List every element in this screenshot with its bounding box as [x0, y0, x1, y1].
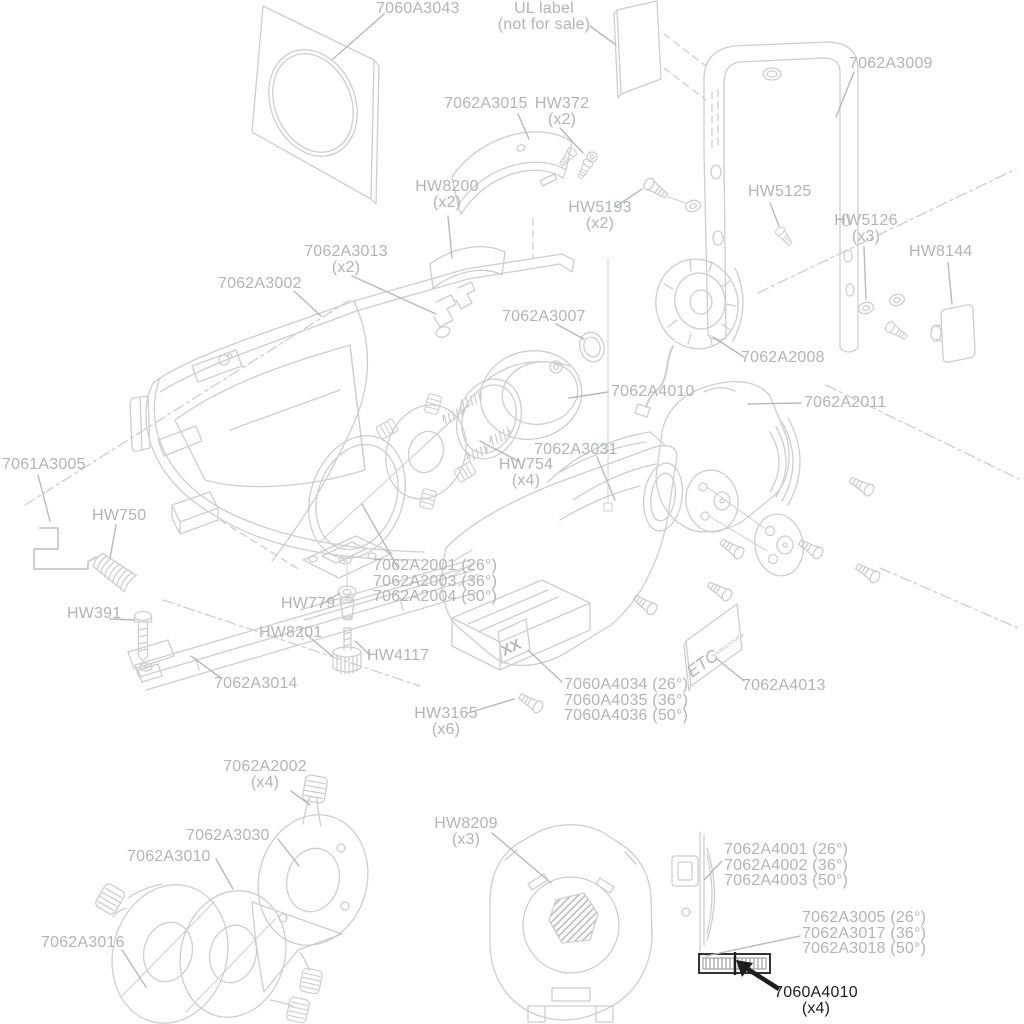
part-label-7062A3002: 7062A3002 [218, 275, 302, 292]
part-label-HW750: HW750 [92, 507, 147, 524]
part-lens-profile-drawing [672, 832, 715, 955]
part-label-lens-group: 7062A4001 (26°) 7062A4002 (36°) 7062A4003 (50°) [724, 841, 849, 889]
part-label-7062A4013: 7062A4013 [742, 677, 826, 694]
part-label-HW391: HW391 [67, 605, 122, 622]
part-baffle-strip-highlight [699, 952, 779, 989]
part-label-HW3165: HW3165 (x6) [414, 705, 478, 738]
part-label-7062A3031: 7062A3031 [534, 441, 618, 458]
part-yoke-hardware-drawing [642, 176, 909, 342]
part-lever-wire-drawing [34, 528, 152, 661]
nameplate-brand-text: ETC [683, 645, 722, 682]
part-hw8200-clamp-drawing [430, 247, 505, 288]
part-label-7062A4010: 7062A4010 [611, 383, 695, 400]
part-shutter-blades-drawing [94, 774, 382, 1024]
axis-guide-lines [25, 169, 1019, 686]
part-label-HW8209: HW8209 (x3) [434, 815, 498, 848]
part-label-HW4117: HW4117 [367, 647, 430, 664]
part-label-7062A3030: 7062A3030 [186, 827, 270, 844]
part-label-HW8200: HW8200 (x2) [415, 178, 479, 211]
part-label-7062A2008: 7062A2008 [741, 349, 825, 366]
part-hw372-screw-drawing [557, 146, 597, 180]
part-reflector-clips-drawing [434, 282, 475, 339]
part-hw8144-knob-drawing [931, 305, 975, 362]
part-label-7062A3014: 7062A3014 [214, 675, 298, 692]
part-housing-drawing [130, 254, 574, 561]
part-label-barrel-group: 7060A4034 (26°) 7060A4035 (36°) 7060A4036 (50°) [564, 676, 689, 724]
part-label-HW754: HW754 (x4) [498, 456, 554, 489]
part-label-lens-tube-group: 7062A2001 (26°) 7062A2003 (36°) 7062A2004 (50°) [373, 557, 498, 605]
part-label-ul-label: UL label (not for sale) [497, 0, 591, 33]
part-ul-label-drawing [614, 1, 661, 98]
part-label-HW372: HW372 (x2) [534, 95, 590, 128]
part-lamp-cap-drawing [490, 825, 652, 1022]
part-label-HW5125: HW5125 [748, 183, 812, 200]
part-label-7062A3013: 7062A3013 (x2) [304, 243, 388, 276]
nameplate-model-text: SOURCE FOUR Jr [710, 631, 746, 659]
explode-dashed-lines [220, 34, 718, 570]
part-label-7062A3015: 7062A3015 [444, 95, 528, 112]
part-label-7060A4010-highlight: 7060A4010 (x4) [774, 984, 858, 1017]
part-lamp-housing-drawing [639, 382, 881, 603]
part-label-7062A3007: 7062A3007 [502, 308, 586, 325]
part-label-7062A2011: 7062A2011 [804, 394, 887, 411]
part-reflector-drawing [472, 341, 590, 448]
barrel-xx-marking: XX [498, 635, 524, 660]
part-label-7060A3043: 7060A3043 [376, 0, 460, 17]
part-gasket-ring-drawing [576, 329, 608, 365]
part-label-HW779: HW779 [281, 595, 336, 612]
part-label-HW5193: HW5193 (x2) [568, 199, 632, 232]
part-label-7061A3005: 7061A3005 [2, 456, 86, 473]
part-label-tube-group: 7062A3005 (26°) 7062A3017 (36°) 7062A3018 (50°) [802, 909, 927, 957]
part-label-7062A3010: 7062A3010 [127, 848, 211, 865]
part-label-7062A3009: 7062A3009 [849, 55, 933, 72]
part-label-7062A2002: 7062A2002 (x4) [223, 758, 307, 791]
part-label-HW5126: HW5126 (x3) [834, 212, 898, 245]
part-label-7062A3016: 7062A3016 [41, 934, 125, 951]
part-label-HW8201: HW8201 [259, 624, 323, 641]
part-label-HW8144: HW8144 [909, 243, 973, 260]
